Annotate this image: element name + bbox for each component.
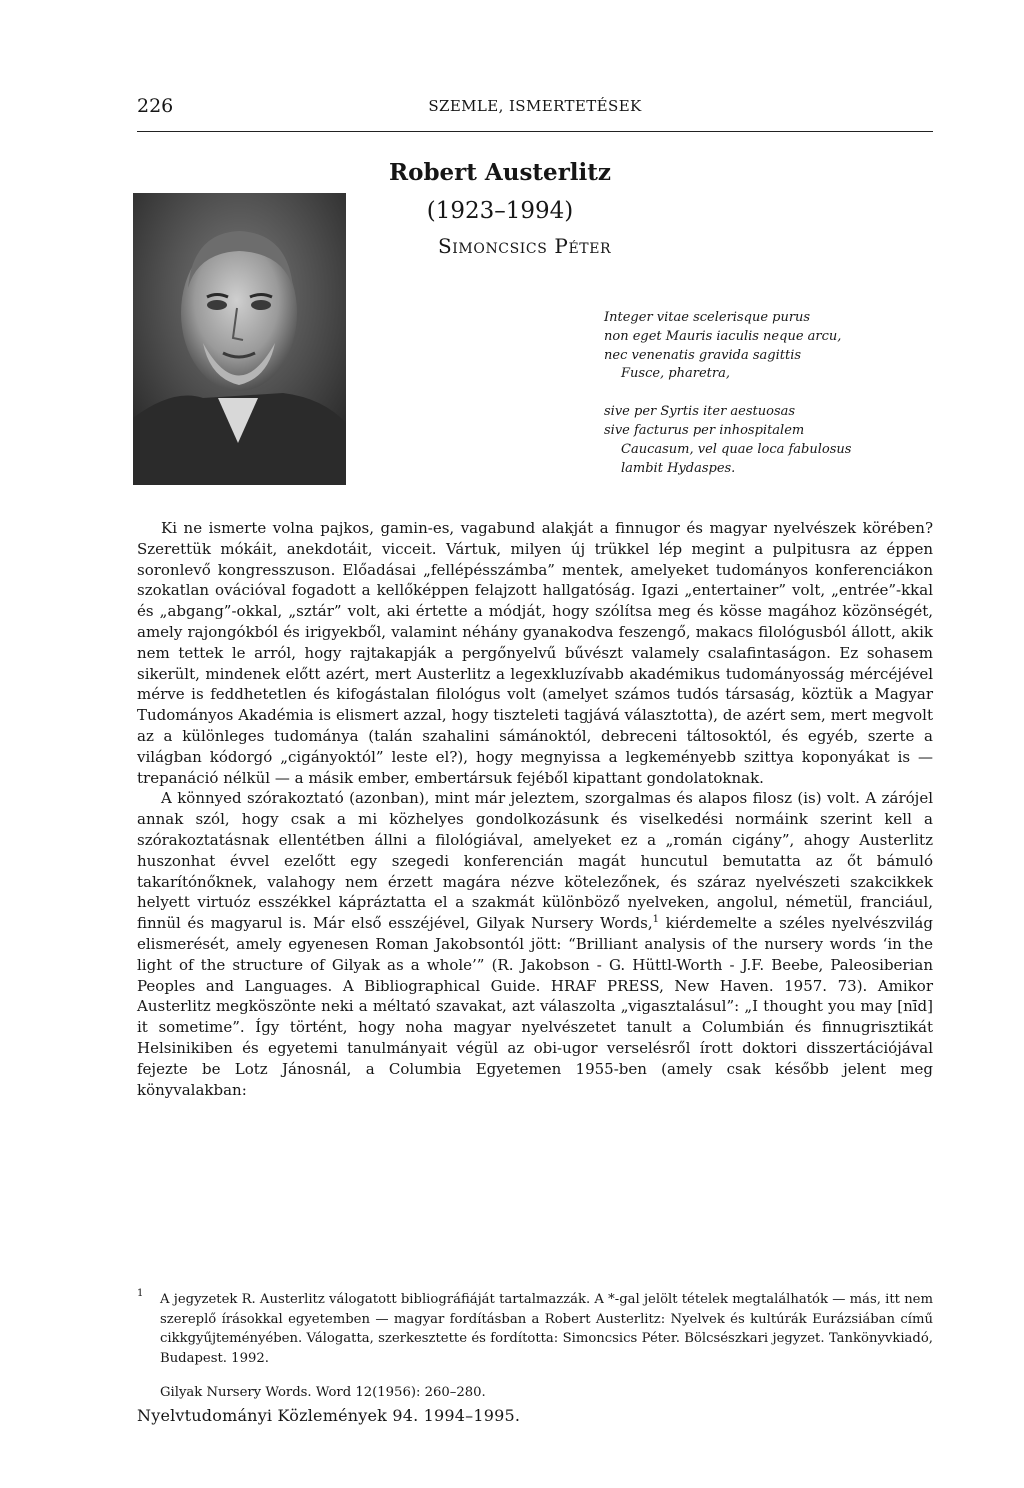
epigraph-line: lambit Hydaspes. bbox=[621, 460, 736, 476]
epigraph-line: sive per Syrtis iter aestuosas bbox=[604, 404, 796, 420]
epigraph-line: Caucasum, vel quae loca fabulosus bbox=[621, 441, 852, 457]
portrait-image bbox=[133, 193, 346, 485]
epigraph-line: nec venenatis gravida sagittis bbox=[604, 347, 802, 363]
footnotes bbox=[137, 1290, 933, 1403]
paragraph-1: Ki ne ismerte volna pajkos, gamin-es, vagabund alakját a finnugor és magyar nyelvészek körében? Szerettük mókáit, anekdotáit, vicceit. Vártuk, milyen új trükkel lép megint a pulpitusra az éppen soronlevő kongresszuson. Előadásai „fellépésszámba” mentek, amelyeket tudományos konferenciákon szokatlan ovációval fogadott a kellőképpen felajzott hallgatóság. Igazi „entertainer” volt, „entrée”-kkal és „abgang”-okkal, „sztár” volt, aki értette a módját, hogy szólítsa meg és kösse magához közönségét, amely rajongókból és irigyekből, valamint néhány gyanakodva feszengő, makacs filológusból állott, akik nem tettek le arról, hogy rajtakapják a pergőnyelvű bűvészt valamely csalafintaságon. Ez sohasem sikerült, mindenek előtt azért, mert Austerlitz a legexkluzívabb akadémikus tudományosság mércéjével mérve is feddhetetlen és kifogástalan filológus volt (amelyet számos tudós társaság, köztük a Magyar Tudományos Akadémia is elismert azzal, hogy tiszteleti tagjává választotta), de azért sem, mert megvolt az a különleges tudománya (talán szahalini sámánoktól, debreceni táltosoktól, és egyéb, szerte a világban kódorgó „cigányoktól” leste el?), hogy megnyissa a legkeményebb szittya koponyákat is — trepanáció nélkül — a másik ember, embertársuk fejéből kipattant gondolatoknak. bbox=[137, 519, 933, 787]
epigraph-line: Integer vitae scelerisque purus bbox=[604, 310, 811, 325]
footnote-entry: Gilyak Nursery Words. Word 12(1956): 260–280. bbox=[160, 1385, 486, 1400]
journal-footer: Nyelvtudományi Közlemények 94. 1994–1995. bbox=[137, 1406, 521, 1425]
paragraph-2-part-1: A könnyed szórakoztató (azonban), mint már jeleztem, szorgalmas és alapos filosz (is) volt. A zárójel annak szól, hogy csak a mi közhelyes gondolkozásunk és viselkedési normáink szerint kell a szórakoztatásnak ellentétben állni a filológiával, amelyeket ez a „román cigány”, ahogy Austerlitz huszonhat évvel ezelőtt egy szegedi konferencián magát huncutul bemutatta az őt bámuló takarítónőknek, valahogy nem érzett magára nézve kötelezőnek, és száraz nyelvészeti szakcikkek helyett virtuóz esszékkel kápráztatta el a szakmát különböző nyelveken, angolul, németül, franciául, finnül és magyarul is. Már első esszéjével, Gilyak Nursery Words, bbox=[137, 789, 933, 933]
article-title: Robert Austerlitz bbox=[389, 159, 611, 186]
epigraph-line: Fusce, pharetra, bbox=[621, 366, 730, 382]
portrait-photo bbox=[133, 193, 346, 485]
stanza-gap bbox=[604, 384, 934, 403]
footnote-text: A jegyzetek R. Austerlitz válogatott bibliográfiáját tartalmazzák. A *-gal jelölt tételek megtalálhatók — más, itt nem szereplő írásokkal egyetemben — magyar fordításban a Robert Austerlitz: Nyelvek és kultúrák Eurázsiában című cikkgyűjteményében. Válogatta, szerkesztette és fordította: Simoncsics Péter. Bölcsészkari jegyzet. Tankönyvkiadó, Budapest. 1992. bbox=[160, 1292, 933, 1366]
page-number: 226 bbox=[137, 95, 174, 117]
article-body bbox=[137, 518, 933, 1100]
paragraph-2-part-2: kiérdemelte a széles nyelvészvilág elismerését, amely egyenesen Roman Jakobsontól jött: “Brilliant analysis of the nursery words ‘in the light of the structure of Gilyak as a whole’” (R. Jakobson - G. Hüttl-Worth - J.F. Beebe, Paleosiberian Peoples and Languages. A Bibliographical Guide. HRAF PRESS, New Haven. 1957. 73). Amikor Austerlitz megköszönte neki a méltató szavakat, azt válaszolta „vigasztalásul”: „I thought you may [nīd] it sometime”. Így történt, hogy noha magyar nyelvészetet tanult a Columbián és finnugrisztikát Helsinikiben és egyetemi tanulmányait végül az obi-ugor verselésről írott doktori disszertációjával fejezte be Lotz Jánosnál, a Columbia Egyetemen 1955-ben (amely csak később jelent meg könyvalakban: bbox=[137, 914, 933, 1099]
running-head: SZEMLE, ISMERTETÉSEK bbox=[428, 97, 642, 115]
title-block bbox=[340, 158, 660, 226]
footnote-marker: 1 bbox=[137, 1288, 144, 1299]
article-author: Simoncsics Péter bbox=[438, 234, 612, 258]
article-years: (1923–1994) bbox=[426, 198, 574, 224]
header-rule bbox=[137, 131, 933, 132]
epigraph-line: non eget Mauris iaculis neque arcu, bbox=[604, 328, 842, 344]
page-header bbox=[137, 95, 933, 129]
epigraph bbox=[604, 309, 934, 478]
epigraph-line: sive facturus per inhospitalem bbox=[604, 422, 805, 438]
paragraph-2 bbox=[137, 788, 933, 1100]
footnote-reference[interactable]: 1 bbox=[652, 914, 659, 926]
